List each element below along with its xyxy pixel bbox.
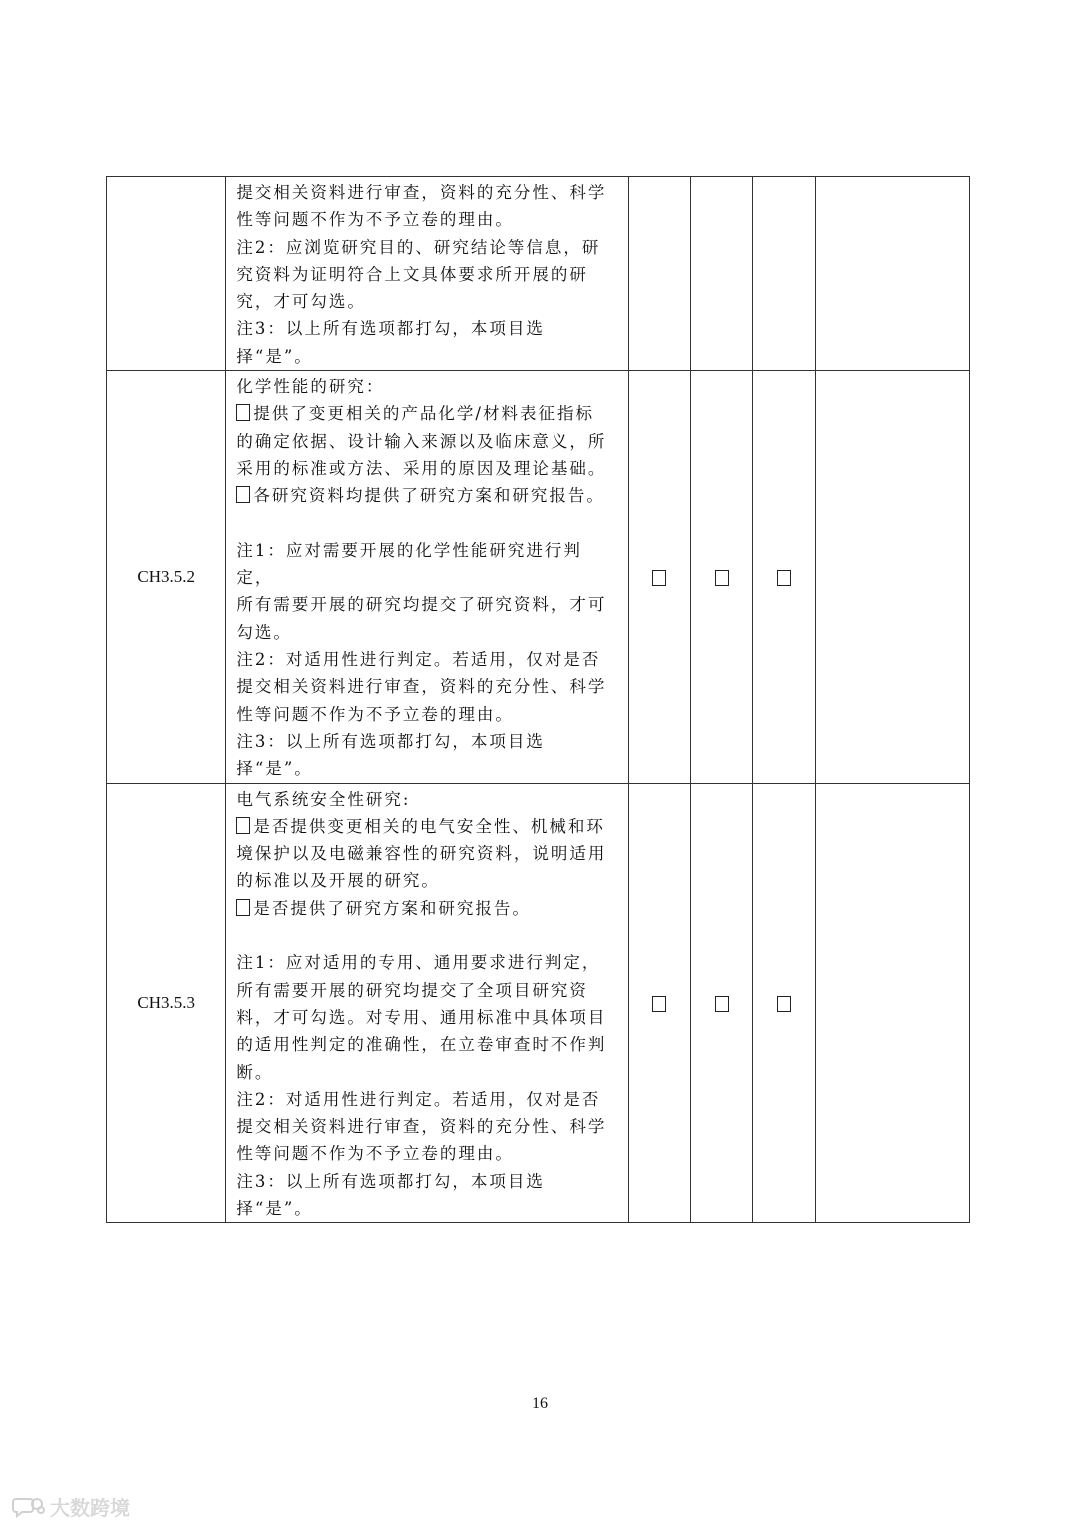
note-line: 注3：以上所有选项都打勾，本项目选择“是”。 bbox=[236, 1171, 545, 1218]
watermark-text: 大数跨境 bbox=[50, 1496, 130, 1520]
table-row bbox=[107, 783, 970, 1223]
table-row bbox=[107, 177, 970, 371]
requirement-content bbox=[226, 371, 628, 783]
check-cell-yes bbox=[628, 783, 690, 1223]
checkbox-icon[interactable] bbox=[236, 486, 250, 503]
checkbox-icon[interactable] bbox=[236, 404, 250, 421]
note-line: 性等问题不作为不予立卷的理由。 bbox=[236, 1144, 514, 1164]
watermark bbox=[12, 1492, 130, 1521]
chat-bubble-icon bbox=[12, 1495, 46, 1519]
checkbox-icon[interactable] bbox=[777, 570, 791, 586]
content-line: 各研究资料均提供了研究方案和研究报告。 bbox=[253, 486, 605, 506]
checkbox-icon[interactable] bbox=[652, 996, 666, 1012]
check-cell-no bbox=[691, 783, 753, 1223]
blank-line bbox=[236, 510, 617, 537]
remark-cell bbox=[816, 371, 970, 783]
content-line: 提交相关资料进行审查，资料的充分性、科学 bbox=[236, 183, 607, 202]
check-cell-na bbox=[753, 371, 816, 783]
note-line: 料，才可勾选。对专用、通用标准中具体项目 bbox=[236, 1007, 607, 1027]
note-line: 注2：对适用性进行判定。若适用，仅对是否 bbox=[236, 1089, 601, 1109]
check-cell bbox=[753, 177, 816, 371]
content-line: 注3：以上所有选项都打勾，本项目选择“是”。 bbox=[236, 319, 545, 366]
content-line: 性等问题不作为不予立卷的理由。 bbox=[236, 210, 514, 230]
check-cell-yes bbox=[628, 371, 690, 783]
table-row bbox=[107, 371, 970, 783]
content-line: 采用的标准或方法、采用的原因及理论基础。 bbox=[236, 458, 607, 478]
checkbox-icon[interactable] bbox=[715, 570, 729, 586]
checkbox-icon[interactable] bbox=[652, 570, 666, 586]
content-line: 是否提供了研究方案和研究报告。 bbox=[253, 898, 531, 918]
blank-line bbox=[236, 922, 617, 949]
content-line: 的标准以及开展的研究。 bbox=[236, 871, 440, 891]
check-cell-na bbox=[753, 783, 816, 1223]
note-line: 所有需要开展的研究均提交了研究资料，才可 bbox=[236, 595, 607, 615]
check-cell bbox=[691, 177, 753, 371]
content-line: 是否提供变更相关的电气安全性、机械和环 bbox=[253, 816, 605, 836]
note-line: 注2：对适用性进行判定。若适用，仅对是否 bbox=[236, 650, 601, 670]
note-line: 注1：应对需要开展的化学性能研究进行判定， bbox=[236, 540, 582, 588]
checklist-item bbox=[236, 895, 617, 922]
checklist-item bbox=[236, 813, 617, 840]
note-line: 所有需要开展的研究均提交了全项目研究资 bbox=[236, 980, 588, 1000]
checkbox-icon[interactable] bbox=[715, 996, 729, 1012]
row-id-cell: CH3.5.2 bbox=[107, 371, 226, 783]
row-id-cell: CH3.5.3 bbox=[107, 783, 226, 1223]
checkbox-icon[interactable] bbox=[236, 817, 250, 834]
review-checklist-table bbox=[106, 176, 970, 1223]
section-title: 电气系统安全性研究: bbox=[236, 789, 411, 809]
requirement-content bbox=[226, 177, 628, 371]
check-cell bbox=[628, 177, 690, 371]
note-line: 勾选。 bbox=[236, 622, 292, 642]
page-number: 16 bbox=[532, 1395, 548, 1412]
checkbox-icon[interactable] bbox=[777, 996, 791, 1012]
content-line: 提供了变更相关的产品化学/材料表征指标 bbox=[253, 404, 594, 424]
content-line: 境保护以及电磁兼容性的研究资料，说明适用 bbox=[236, 844, 607, 864]
note-line: 性等问题不作为不予立卷的理由。 bbox=[236, 704, 514, 724]
remark-cell bbox=[816, 783, 970, 1223]
note-line: 断。 bbox=[236, 1062, 274, 1082]
note-line: 提交相关资料进行审查，资料的充分性、科学 bbox=[236, 677, 607, 697]
checkbox-icon[interactable] bbox=[236, 899, 250, 916]
note-line: 注3：以上所有选项都打勾，本项目选择“是”。 bbox=[236, 731, 545, 779]
note-line: 的适用性判定的准确性，在立卷审查时不作判 bbox=[236, 1035, 607, 1055]
note-line: 提交相关资料进行审查，资料的充分性、科学 bbox=[236, 1117, 607, 1137]
note-line: 注1：应对适用的专用、通用要求进行判定， bbox=[236, 953, 601, 973]
requirement-content bbox=[226, 783, 628, 1223]
remark-cell bbox=[816, 177, 970, 371]
content-line: 究资料为证明符合上文具体要求所开展的研 bbox=[236, 264, 588, 284]
content-line: 注2：应浏览研究目的、研究结论等信息，研 bbox=[236, 237, 601, 257]
content-line: 的确定依据、设计输入来源以及临床意义，所 bbox=[236, 431, 607, 451]
check-cell-no bbox=[691, 371, 753, 783]
content-line: 究，才可勾选。 bbox=[236, 292, 366, 312]
checklist-item bbox=[236, 482, 617, 509]
section-title: 化学性能的研究： bbox=[236, 377, 385, 397]
row-id-cell bbox=[107, 177, 226, 371]
checklist-item bbox=[236, 400, 617, 427]
